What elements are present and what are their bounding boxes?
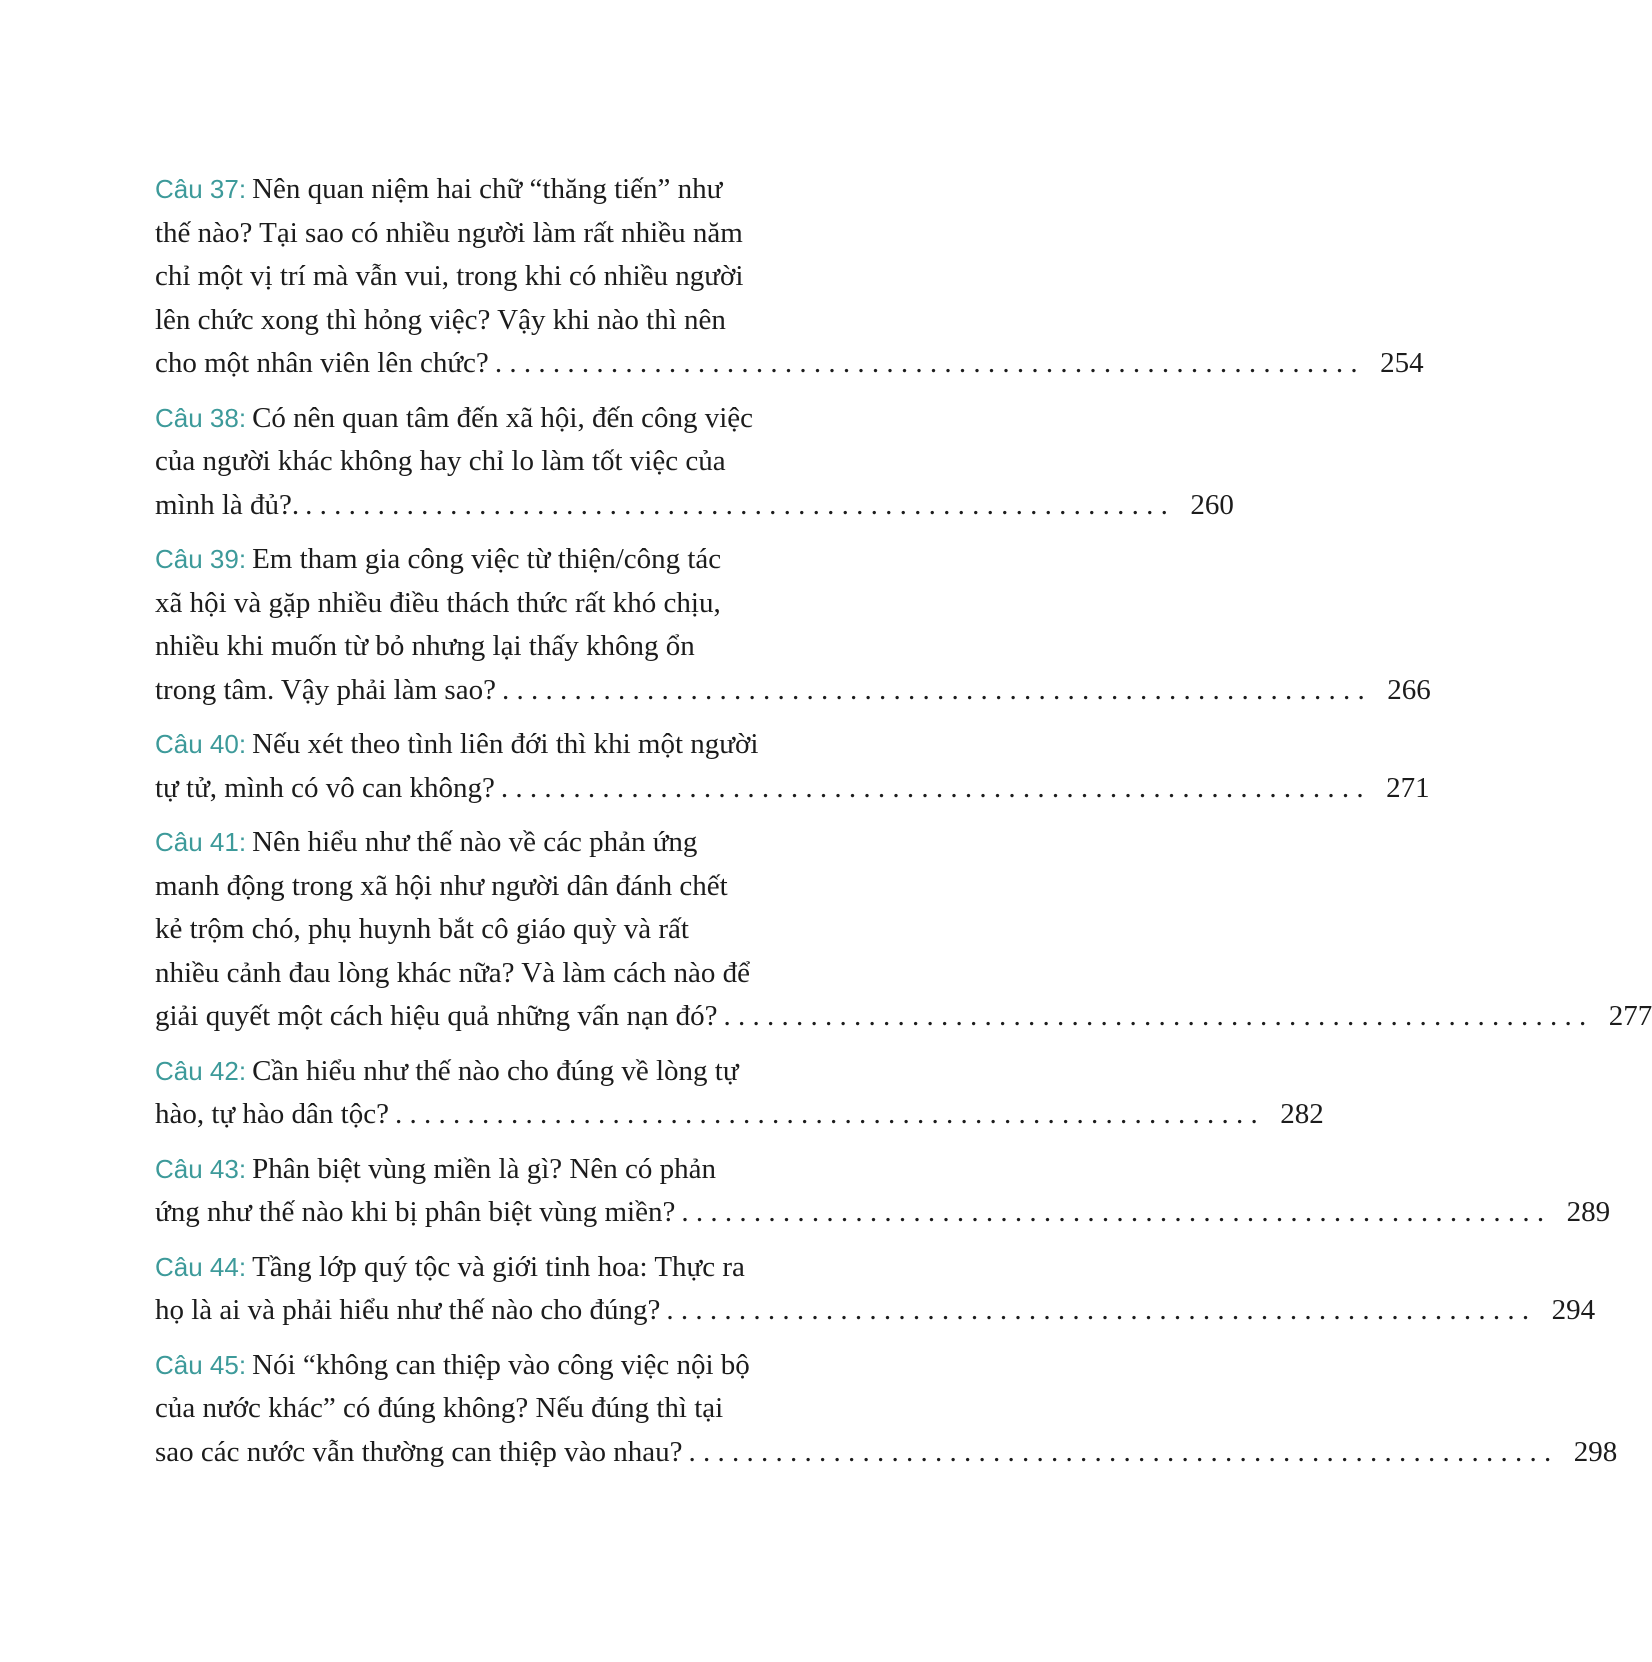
question-label: Câu 39:	[155, 544, 247, 574]
toc-entry-text-wrap	[155, 1153, 716, 1185]
question-label: Câu 43:	[155, 1153, 247, 1184]
question-text: cho một nhân viên lên chức?	[155, 347, 489, 379]
toc-entry-text-wrap	[155, 913, 689, 945]
toc-entry-line	[155, 440, 855, 484]
question-text: tự tử, mình có vô can không?	[155, 771, 495, 804]
question-label: Câu 40:	[155, 729, 247, 759]
toc-entry-text-wrap	[155, 304, 726, 336]
toc-entry-line	[155, 1431, 1618, 1475]
toc-entry-text-wrap	[155, 342, 489, 386]
question-text: lên chức xong thì hỏng việc? Vậy khi nào thì nên	[155, 303, 726, 336]
question-text: Có nên quan tâm đến xã hội, đến công việc	[252, 401, 753, 434]
question-text: giải quyết một cách hiệu quả những vấn nạn đó?	[155, 1000, 718, 1032]
toc-entry-line	[155, 625, 855, 669]
toc-entry-line	[155, 1191, 1611, 1235]
toc-entry-text-wrap	[155, 995, 718, 1039]
page-number: 282	[1280, 1098, 1324, 1130]
toc-entry-line	[155, 1050, 855, 1094]
toc-entry-text-wrap	[155, 217, 743, 249]
toc-entry-line	[155, 865, 855, 909]
toc-entry-line	[155, 1387, 855, 1431]
question-label: Câu 45:	[155, 1349, 247, 1380]
question-text: Nếu xét theo tình liên đới thì khi một người	[252, 728, 759, 760]
toc-entry-line	[155, 255, 855, 299]
toc-entry-text-wrap	[155, 445, 726, 477]
toc-entry-line	[155, 908, 855, 952]
toc-entry-text-wrap	[155, 957, 750, 989]
question-text: thế nào? Tại sao có nhiều người làm rất nhiều năm	[155, 216, 743, 249]
toc-entry-line	[155, 1093, 1324, 1137]
toc-entry-line	[155, 767, 1430, 811]
question-text: chỉ một vị trí mà vẫn vui, trong khi có nhiều người	[155, 260, 744, 292]
page-number: 294	[1551, 1294, 1596, 1326]
toc-entry-line	[155, 582, 855, 626]
dot-leader: . . . . . . . . . . . . . . . . . . . . . . . . . . . . . . . . . . . . . . . . . . . . . . . . . . . . . . . . . . . .	[501, 673, 1365, 706]
toc-entry-text-wrap	[155, 173, 722, 205]
question-text: Em tham gia công việc từ thiện/công tác	[252, 543, 722, 575]
toc-entry-line	[155, 299, 855, 343]
toc-entry-line	[155, 1246, 855, 1290]
toc-entry-text-wrap	[155, 1392, 723, 1424]
question-label: Câu 44:	[155, 1251, 247, 1282]
dot-leader: . . . . . . . . . . . . . . . . . . . . . . . . . . . . . . . . . . . . . . . . . . . . . . . . . . . . . . . . . . . .	[681, 1196, 1545, 1228]
toc-entry-text-wrap	[155, 587, 721, 619]
toc-entry-text-wrap	[155, 728, 758, 760]
question-text: của nước khác” có đúng không? Nếu đúng thì tại	[155, 1392, 724, 1424]
dot-leader: . . . . . . . . . . . . . . . . . . . . . . . . . . . . . . . . . . . . . . . . . . . . . . . . . . . . . . . . . . . .	[494, 347, 1358, 379]
toc-entry[interactable]	[155, 1246, 1596, 1333]
dot-leader: . . . . . . . . . . . . . . . . . . . . . . . . . . . . . . . . . . . . . . . . . . . . . . . . . . . . . . . . . . . .	[688, 1435, 1552, 1468]
dot-leader: . . . . . . . . . . . . . . . . . . . . . . . . . . . . . . . . . . . . . . . . . . . . . . . . . . . . . . . . . . . .	[723, 1000, 1587, 1032]
toc-entry-text-wrap	[155, 1191, 675, 1235]
dot-leader: . . . . . . . . . . . . . . . . . . . . . . . . . . . . . . . . . . . . . . . . . . . . . . . . . . . . . . . . . . . .	[305, 488, 1168, 521]
toc-entry[interactable]	[155, 397, 1234, 528]
question-text: của người khác không hay chỉ lo làm tốt việc của	[155, 445, 726, 477]
question-label: Câu 42:	[155, 1055, 247, 1086]
question-text: kẻ trộm chó, phụ huynh bắt cô giáo quỳ và rất	[155, 913, 689, 945]
question-text: Nên hiểu như thế nào về các phản ứng	[252, 826, 698, 858]
toc-entry-line	[155, 723, 855, 767]
toc-entry-text-wrap	[155, 870, 728, 902]
question-label: Câu 37:	[155, 174, 247, 204]
toc-entry-line	[155, 342, 1424, 386]
question-text: sao các nước vẫn thường can thiệp vào nhau?	[155, 1435, 683, 1468]
dot-leader: . . . . . . . . . . . . . . . . . . . . . . . . . . . . . . . . . . . . . . . . . . . . . . . . . . . . . . . . . . . .	[666, 1294, 1530, 1326]
toc-entry-line	[155, 1289, 1596, 1333]
question-text: mình là đủ?.	[155, 488, 300, 521]
page-number: 277	[1608, 1000, 1652, 1032]
toc-entry-text-wrap	[155, 1251, 745, 1283]
toc-entry-line	[155, 484, 1234, 528]
toc-entry-text-wrap	[155, 767, 495, 811]
table-of-contents	[155, 168, 1652, 1485]
page-number: 260	[1190, 488, 1234, 521]
toc-entry-text-wrap	[155, 1431, 683, 1475]
page-number: 271	[1386, 771, 1430, 804]
toc-entry[interactable]	[155, 723, 1430, 810]
toc-entry-text-wrap	[155, 543, 721, 575]
toc-entry-text-wrap	[155, 1055, 739, 1087]
question-label: Câu 38:	[155, 402, 247, 433]
question-text: ứng như thế nào khi bị phân biệt vùng miền?	[155, 1196, 676, 1228]
toc-entry-text-wrap	[155, 669, 496, 713]
toc-entry[interactable]	[155, 821, 1652, 1039]
question-text: Nên quan niệm hai chữ “thăng tiến” như	[252, 173, 723, 205]
toc-entry-text-wrap	[155, 630, 695, 662]
toc-entry-text-wrap	[155, 1289, 660, 1333]
question-text: nhiều cảnh đau lòng khác nữa? Và làm cách nào để	[155, 956, 750, 989]
dot-leader: . . . . . . . . . . . . . . . . . . . . . . . . . . . . . . . . . . . . . . . . . . . . . . . . . . . . . . . . . . . .	[394, 1098, 1258, 1130]
toc-entry[interactable]	[155, 538, 1431, 712]
toc-entry-line	[155, 1148, 855, 1192]
question-text: trong tâm. Vậy phải làm sao?	[155, 673, 496, 706]
page-number: 254	[1380, 347, 1424, 379]
question-label: Câu 41:	[155, 827, 247, 857]
toc-entry-text-wrap	[155, 260, 743, 292]
toc-entry-line	[155, 669, 1431, 713]
toc-entry-line	[155, 952, 855, 996]
toc-entry-line	[155, 1344, 855, 1388]
question-text: Cần hiểu như thế nào cho đúng về lòng tự	[252, 1054, 739, 1087]
toc-entry[interactable]	[155, 1148, 1611, 1235]
toc-entry-line	[155, 995, 1652, 1039]
toc-entry-line	[155, 821, 855, 865]
page-number: 266	[1387, 673, 1431, 706]
question-text: Phân biệt vùng miền là gì? Nên có phản	[252, 1152, 716, 1185]
question-text: xã hội và gặp nhiều điều thách thức rất khó chịu,	[155, 586, 721, 619]
toc-entry[interactable]	[155, 1050, 1324, 1137]
question-text: hào, tự hào dân tộc?	[155, 1098, 389, 1130]
toc-entry-text-wrap	[155, 484, 299, 528]
toc-entry-line	[155, 397, 855, 441]
toc-entry-line	[155, 212, 855, 256]
toc-entry-line	[155, 168, 855, 212]
toc-entry-text-wrap	[155, 1349, 750, 1381]
toc-entry-text-wrap	[155, 402, 753, 434]
question-text: nhiều khi muốn từ bỏ nhưng lại thấy không ổn	[155, 630, 695, 662]
question-text: manh động trong xã hội như người dân đánh chết	[155, 869, 728, 902]
question-text: Nói “không can thiệp vào công việc nội bộ	[252, 1348, 750, 1381]
toc-entry-text-wrap	[155, 1093, 389, 1137]
dot-leader: . . . . . . . . . . . . . . . . . . . . . . . . . . . . . . . . . . . . . . . . . . . . . . . . . . . . . . . . . . . .	[500, 771, 1364, 804]
page-number: 289	[1566, 1196, 1611, 1228]
question-text: Tầng lớp quý tộc và giới tinh hoa: Thực ra	[252, 1250, 745, 1283]
toc-entry[interactable]	[155, 1344, 1618, 1475]
toc-entry-text-wrap	[155, 826, 697, 858]
question-text: họ là ai và phải hiểu như thế nào cho đúng?	[155, 1294, 661, 1326]
toc-entry-line	[155, 538, 855, 582]
toc-entry[interactable]	[155, 168, 1424, 386]
page-number: 298	[1573, 1435, 1618, 1468]
